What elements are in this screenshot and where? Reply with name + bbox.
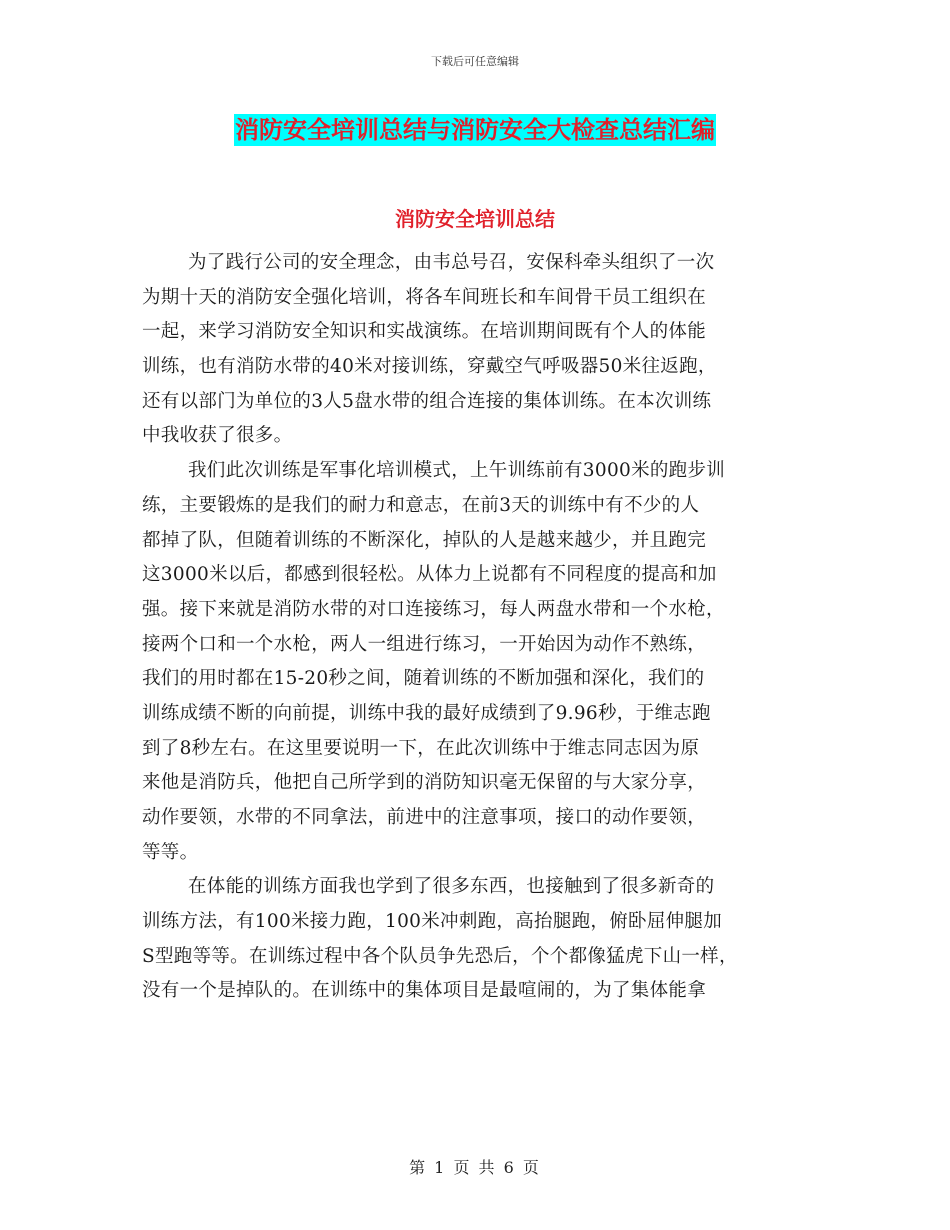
text-line: 训练方法，有100米接力跑，100米冲刺跑，高抬腿跑，俯卧屈伸腿加 — [142, 911, 723, 933]
text-line: 强。接下来就是消防水带的对口连接练习，每人两盘水带和一个水枪， — [142, 598, 725, 620]
text-line: 为期十天的消防安全强化培训，将各车间班长和车间骨干员工组织在 — [142, 286, 707, 308]
text-line: 训练成绩不断的向前提，训练中我的最好成绩到了9.96秒，于维志跑 — [142, 702, 711, 724]
body-text — [142, 246, 832, 1009]
text-line: S型跑等等。在训练过程中各个队员争先恐后，个个都像猛虎下山一样， — [142, 945, 738, 967]
text-line: 还有以部门为单位的3人5盘水带的组合连接的集体训练。在本次训练 — [142, 390, 712, 412]
section-title: 消防安全培训总结 — [395, 207, 555, 231]
text-line: 到了8秒左右。在这里要说明一下，在此次训练中于维志同志因为原 — [142, 737, 700, 759]
text-line: 练，主要锻炼的是我们的耐力和意志，在前3天的训练中有不少的人 — [142, 494, 700, 516]
text-line: 没有一个是掉队的。在训练中的集体项目是最喧闹的，为了集体能拿 — [142, 980, 707, 1002]
page-footer: 第 1 页 共 6 页 — [409, 1158, 541, 1177]
text-line: 来他是消防兵，他把自己所学到的消防知识毫无保留的与大家分享， — [142, 772, 707, 794]
page-header-note: 下载后可任意编辑 — [431, 55, 519, 68]
text-line: 都掉了队，但随着训练的不断深化，掉队的人是越来越少，并且跑完 — [142, 529, 707, 551]
text-line: 我们的用时都在15-20秒之间，随着训练的不断加强和深化，我们的 — [142, 668, 705, 690]
text-line: 接两个口和一个水枪，两人一组进行练习，一开始因为动作不熟练， — [142, 633, 707, 655]
document-title: 消防安全培训总结与消防安全大检查总结汇编 — [235, 116, 715, 144]
text-line: 为了践行公司的安全理念，由韦总号召，安保科牵头组织了一次 — [188, 252, 715, 273]
text-line: 在体能的训练方面我也学到了很多东西，也接触到了很多新奇的 — [188, 876, 715, 898]
text-line: 中我收获了很多。 — [142, 425, 293, 447]
text-line: 训练，也有消防水带的40米对接训练，穿戴空气呼吸器50米往返跑， — [142, 356, 717, 378]
text-line: 这3000米以后，都感到很轻松。从体力上说都有不同程度的提高和加 — [142, 564, 717, 586]
text-line: 等等。 — [142, 841, 199, 863]
document-title-wrapper — [0, 114, 950, 146]
text-line: 我们此次训练是军事化培训模式，上午训练前有3000米的跑步训 — [188, 460, 726, 482]
text-line: 动作要领，水带的不同拿法，前进中的注意事项，接口的动作要领， — [142, 807, 707, 828]
text-line: 一起，来学习消防安全知识和实战演练。在培训期间既有个人的体能 — [142, 321, 707, 343]
